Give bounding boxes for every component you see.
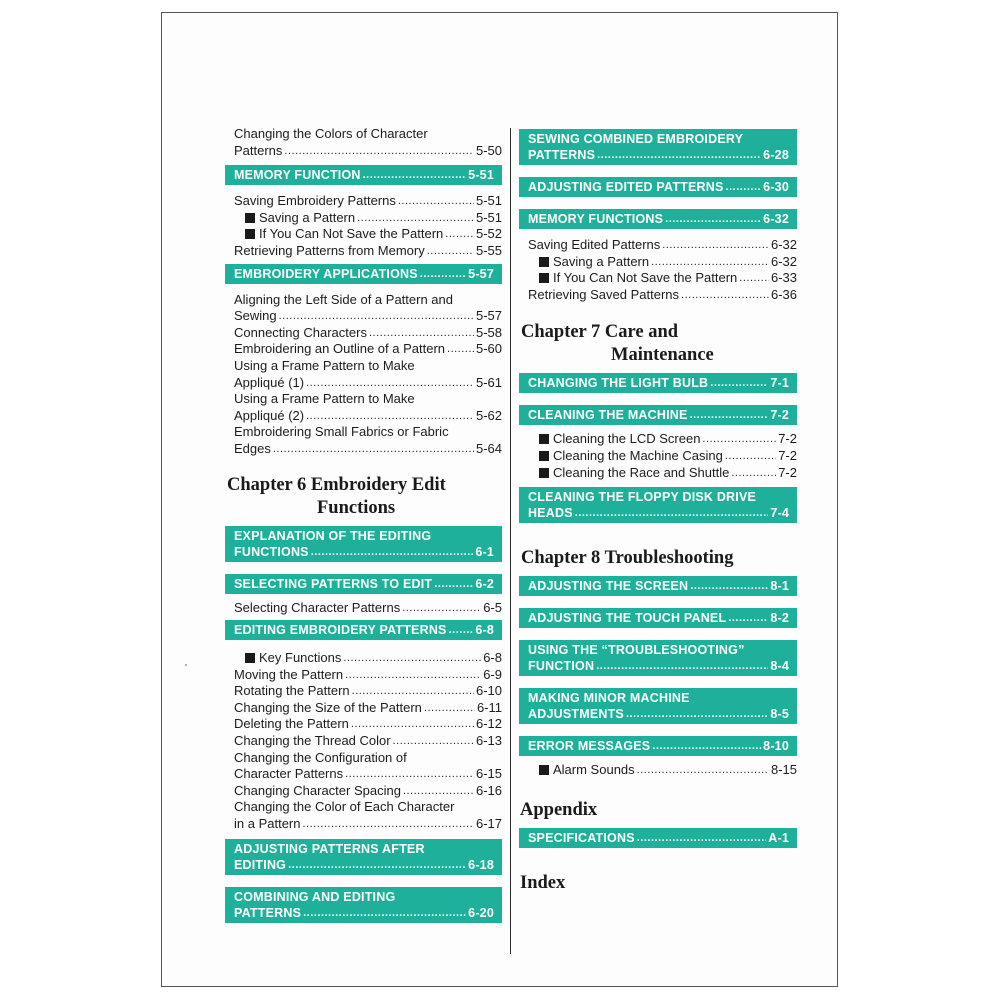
toc-entry[interactable]: Deleting the Pattern ..... 6-12 xyxy=(225,716,502,733)
chapter-7-heading: Chapter 7 Care and Maintenance xyxy=(521,322,714,366)
chapter-8-heading: Chapter 8 Troubleshooting xyxy=(521,548,734,569)
toc-right-column xyxy=(519,129,797,895)
toc-entry[interactable]: Changing the Colors of Character xyxy=(234,126,428,141)
toc-entry[interactable]: in a Pattern ..... 6-17 xyxy=(225,816,502,833)
toc-entry[interactable]: Changing the Color of Each Character xyxy=(234,799,455,815)
toc-subentry[interactable]: Saving a Pattern ..... 5-51 xyxy=(225,210,502,227)
toc-section-combining-editing[interactable]: COMBINING AND EDITING PATTERNS ..... 6-20 xyxy=(225,887,502,923)
toc-section-memory-functions[interactable]: MEMORY FUNCTIONS ..... 6-32 xyxy=(519,209,797,229)
toc-section-adjusting-after-editing[interactable]: ADJUSTING PATTERNS AFTER EDITING ..... 6-18 xyxy=(225,839,502,875)
column-divider xyxy=(510,128,511,954)
toc-subentry[interactable]: Alarm Sounds ..... 8-15 xyxy=(519,762,797,779)
square-bullet-icon xyxy=(539,434,549,444)
toc-entry[interactable]: Embroidering an Outline of a Pattern ..... 5-60 xyxy=(225,341,502,358)
toc-entry[interactable]: Changing Character Spacing ..... 6-16 xyxy=(225,783,502,800)
toc-entry[interactable]: Character Patterns ..... 6-15 xyxy=(225,766,502,783)
toc-entry[interactable]: Aligning the Left Side of a Pattern and xyxy=(234,291,453,307)
toc-entry[interactable]: Embroidering Small Fabrics or Fabric xyxy=(234,424,449,440)
page-number: 5-50 xyxy=(475,142,502,158)
toc-section-embroidery-applications[interactable]: EMBROIDERY APPLICATIONS ..... 5-57 xyxy=(225,264,502,284)
toc-left-column xyxy=(225,126,502,923)
toc-section-selecting-patterns[interactable]: SELECTING PATTERNS TO EDIT ..... 6-2 xyxy=(225,574,502,594)
toc-section-sewing-combined[interactable]: SEWING COMBINED EMBROIDERY PATTERNS ..... 6-28 xyxy=(519,129,797,165)
square-bullet-icon xyxy=(539,273,549,283)
toc-section-troubleshooting-function[interactable]: USING THE “TROUBLESHOOTING” FUNCTION ..... 8-4 xyxy=(519,640,797,676)
toc-entry[interactable]: Changing the Thread Color ..... 6-13 xyxy=(225,733,502,750)
toc-entry[interactable]: Edges ..... 5-64 xyxy=(225,441,502,458)
toc-entry[interactable]: Appliqué (2) ..... 5-62 xyxy=(225,408,502,425)
toc-entry[interactable]: Changing the Size of the Pattern ..... 6-11 xyxy=(225,700,502,717)
square-bullet-icon xyxy=(245,213,255,223)
square-bullet-icon xyxy=(539,765,549,775)
square-bullet-icon xyxy=(539,468,549,478)
toc-section-minor-adjustments[interactable]: MAKING MINOR MACHINE ADJUSTMENTS ..... 8-5 xyxy=(519,688,797,724)
toc-subentry[interactable]: If You Can Not Save the Pattern ..... 6-33 xyxy=(519,270,797,287)
square-bullet-icon xyxy=(245,229,255,239)
toc-section-adjusting-screen[interactable]: ADJUSTING THE SCREEN ..... 8-1 xyxy=(519,576,797,596)
index-heading: Index xyxy=(520,872,566,893)
toc-subentry[interactable]: Cleaning the Machine Casing ..... 7-2 xyxy=(519,448,797,465)
toc-section-editing-patterns[interactable]: EDITING EMBROIDERY PATTERNS ..... 6-8 xyxy=(225,620,502,640)
toc-subentry[interactable]: If You Can Not Save the Pattern ..... 5-52 xyxy=(225,226,502,243)
toc-entry[interactable]: Saving Edited Patterns ..... 6-32 xyxy=(519,237,797,254)
toc-entry[interactable]: Using a Frame Pattern to Make xyxy=(234,357,415,373)
toc-entry[interactable]: Using a Frame Pattern to Make xyxy=(234,391,415,407)
toc-section-cleaning-machine[interactable]: CLEANING THE MACHINE ..... 7-2 xyxy=(519,405,797,425)
toc-section-specifications[interactable]: SPECIFICATIONS ..... A-1 xyxy=(519,828,797,848)
scan-speck xyxy=(185,664,187,666)
toc-entry[interactable]: Patterns ..... 5-50 xyxy=(225,143,502,160)
toc-entry[interactable]: Rotating the Pattern ..... 6-10 xyxy=(225,683,502,700)
toc-entry[interactable]: Moving the Pattern ..... 6-9 xyxy=(225,667,502,684)
chapter-6-heading: Chapter 6 Embroidery Edit Functions xyxy=(227,474,446,518)
toc-section-floppy-heads[interactable]: CLEANING THE FLOPPY DISK DRIVE HEADS ..... 7-4 xyxy=(519,487,797,523)
appendix-heading: Appendix xyxy=(520,799,598,820)
toc-section-explanation-editing[interactable]: EXPLANATION OF THE EDITING FUNCTIONS ..... 6-1 xyxy=(225,526,502,562)
toc-subentry[interactable]: Saving a Pattern ..... 6-32 xyxy=(519,254,797,271)
toc-entry[interactable]: Changing the Configuration of xyxy=(234,749,407,765)
toc-subentry[interactable]: Cleaning the LCD Screen ..... 7-2 xyxy=(519,431,797,448)
toc-section-memory-function[interactable]: MEMORY FUNCTION ..... 5-51 xyxy=(225,165,502,185)
toc-entry[interactable]: Retrieving Patterns from Memory ..... 5-55 xyxy=(225,243,502,260)
toc-section-error-messages[interactable]: ERROR MESSAGES ..... 8-10 xyxy=(519,736,797,756)
toc-section-touch-panel[interactable]: ADJUSTING THE TOUCH PANEL ..... 8-2 xyxy=(519,608,797,628)
toc-entry[interactable]: Appliqué (1) ..... 5-61 xyxy=(225,375,502,392)
toc-entry[interactable]: Selecting Character Patterns ..... 6-5 xyxy=(225,600,502,617)
toc-section-light-bulb[interactable]: CHANGING THE LIGHT BULB ..... 7-1 xyxy=(519,373,797,393)
square-bullet-icon xyxy=(245,653,255,663)
toc-entry[interactable]: Connecting Characters ..... 5-58 xyxy=(225,325,502,342)
toc-subentry[interactable]: Cleaning the Race and Shuttle ..... 7-2 xyxy=(519,465,797,482)
toc-entry[interactable]: Saving Embroidery Patterns ..... 5-51 xyxy=(225,193,502,210)
square-bullet-icon xyxy=(539,257,549,267)
toc-section-adjusting-edited[interactable]: ADJUSTING EDITED PATTERNS ..... 6-30 xyxy=(519,177,797,197)
square-bullet-icon xyxy=(539,451,549,461)
toc-entry[interactable]: Sewing ..... 5-57 xyxy=(225,308,502,325)
toc-entry[interactable]: Retrieving Saved Patterns ..... 6-36 xyxy=(519,287,797,304)
toc-subentry[interactable]: Key Functions ..... 6-8 xyxy=(225,650,502,667)
